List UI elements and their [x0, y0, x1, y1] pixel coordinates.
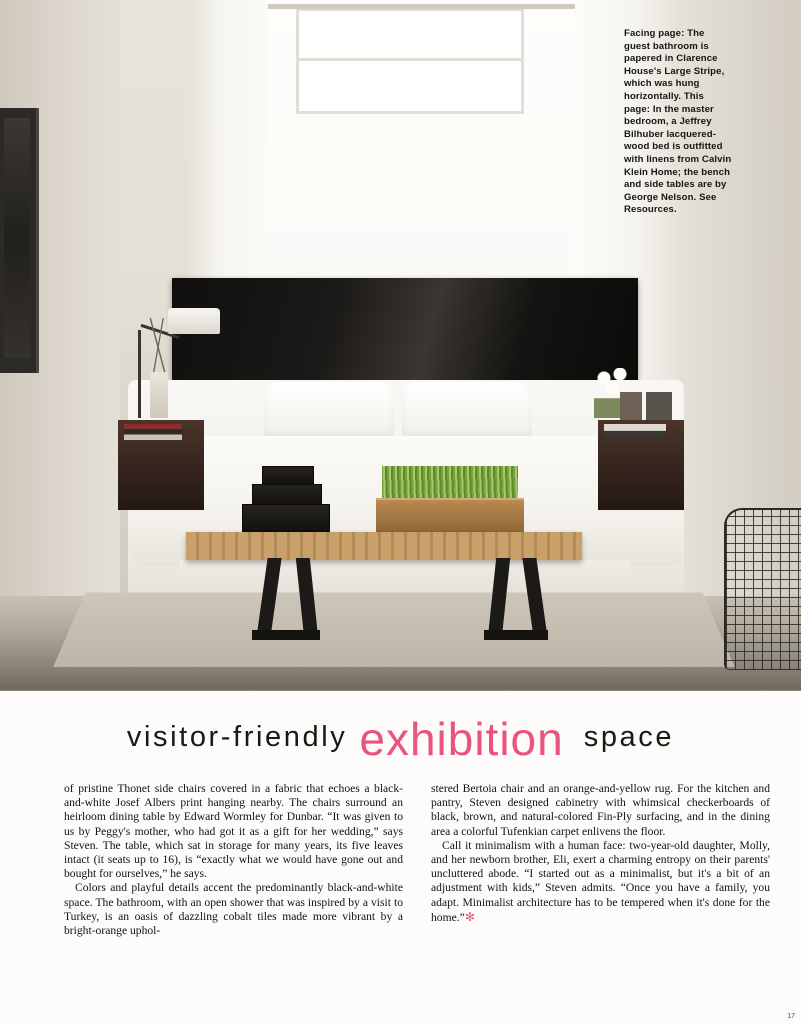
article-headline [0, 706, 801, 768]
lamp-stem [138, 330, 141, 418]
headline-accent-word: exhibition [359, 713, 564, 765]
black-box-top [262, 466, 314, 486]
vase-left [150, 372, 168, 418]
paragraph: Colors and playful details accent the predominantly black-and-white space. The bathroom, with an open shower that was inspired by a visit to Turkey, is an oasis of dazzling cobalt tiles made more vibrant by a bright-orange uphol- [64, 881, 403, 938]
article-body [64, 782, 770, 938]
black-box-bottom [242, 504, 330, 532]
dried-stems [142, 318, 176, 376]
pillow-right [402, 382, 532, 438]
column-right [431, 782, 770, 938]
headline-divider [0, 690, 801, 691]
slatted-bench-top [186, 532, 582, 560]
paragraph: of pristine Thonet side chairs covered in a fabric that echoes a black-and-white Josef Albers print hanging nearby. The chairs surround an heirloom dining table by Edward Wormley for Dunbar. “It was given to us by Peggy's mother, who had got it as a gift for her wedding,” says Steven. The table, which sat in storage for many years, its five leaves intact (it seats up to 16), is “exactly what we would have gone out and bought for ourselves,” he says. [64, 782, 403, 881]
photo-caption: Facing page: The guest bathroom is papered in Clarence House's Large Stripe, which was hung horizontally. This page: In the master bedroom, a Jeffrey Bilhuber lacquered-wood bed is outfitted with linens from Calvin Klein Home; the bench and side tables are by George Nelson. See Resources. [624, 28, 732, 216]
page-number: 17 [787, 1013, 795, 1020]
bench-foot [484, 630, 548, 640]
books-right [604, 424, 666, 438]
picture-frames [620, 392, 672, 420]
area-rug [53, 593, 735, 667]
column-left [64, 782, 403, 938]
paragraph: stered Bertoia chair and an orange-and-yellow rug. For the kitchen and pantry, Steven designed cabinetry with whimsical checkerboards of black, brown, and natural-colored Fin-Ply surfacing, and in the dining area a colorful Tufenkian carpet enlivens the floor. [431, 782, 770, 838]
wall-art-frame [0, 108, 39, 373]
wheatgrass [382, 466, 518, 502]
pillow-left [264, 382, 394, 438]
paragraph [431, 839, 770, 925]
black-box-middle [252, 484, 322, 506]
wire-chair [724, 508, 801, 670]
headline-part-1: visitor-friendly [126, 720, 348, 753]
window-frame [296, 8, 524, 114]
headline-part-3: space [583, 720, 675, 753]
bed-headboard [172, 278, 638, 382]
paragraph-text: Call it minimalism with a human face: two-year-old daughter, Molly, and her newborn brother, Eli, exert a charming entropy on their parents' uncluttered abode. “I started out as a minimalist, but it's a bit of an adjustment with kids,” Steven admits. “Once you have a family, you adapt. Minimalist architecture has to be tempered when it's done for the home.” [431, 838, 770, 924]
end-mark-icon: ✻ [464, 909, 475, 924]
books-left [124, 424, 182, 440]
bench-foot [252, 630, 320, 640]
